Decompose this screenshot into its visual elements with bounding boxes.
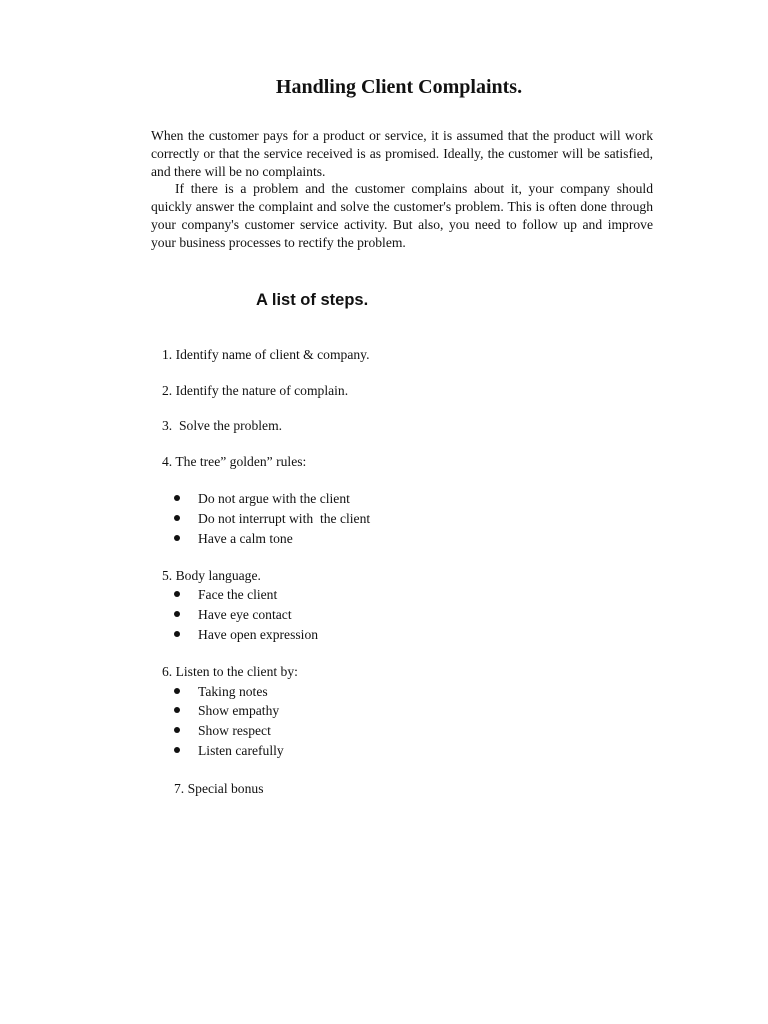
step-2: 2. Identify the nature of complain. — [162, 383, 349, 398]
step-5-label: 5. Body language. — [162, 568, 261, 583]
bullet-dot-icon — [174, 747, 180, 753]
intro-text — [151, 127, 653, 252]
intro-paragraph-2: If there is a problem and the customer complains about it, your company should quickly answer the complaint and solve the customer's problem. This is often done through your company's customer service activity. But also, you need to follow up and improve your business processes to rectify the problem. — [151, 181, 653, 250]
step-6-label: 6. Listen to the client by: — [162, 664, 298, 679]
step-7: 7. Special bonus — [174, 781, 264, 796]
intro-paragraph-1: When the customer pays for a product or service, it is assumed that the product will work correctly or that the service received is as promised. Ideally, the customer will be satisfied, and there will be no complaints. — [151, 128, 653, 179]
bullet-dot-icon — [174, 688, 180, 694]
step-4-label: 4. The tree” golden” rules: — [162, 454, 307, 469]
bullet-dot-icon — [174, 515, 180, 521]
step-4-bullet: Have a calm tone — [198, 531, 293, 546]
document-title: Handling Client Complaints. — [275, 76, 523, 98]
bullet-dot-icon — [174, 727, 180, 733]
bullet-dot-icon — [174, 591, 180, 597]
bullet-dot-icon — [174, 495, 180, 501]
step-3: 3. Solve the problem. — [162, 418, 283, 433]
bullet-dot-icon — [174, 611, 180, 617]
step-5-bullet: Face the client — [198, 587, 278, 602]
step-6-bullet: Listen carefully — [198, 743, 284, 758]
step-4-bullet: Do not interrupt with the client — [198, 511, 371, 526]
step-6-bullet: Taking notes — [198, 684, 268, 699]
bullet-dot-icon — [174, 707, 180, 713]
step-5-bullet: Have open expression — [198, 627, 319, 642]
step-6-bullet: Show empathy — [198, 703, 280, 718]
bullet-dot-icon — [174, 535, 180, 541]
step-5-bullet: Have eye contact — [198, 607, 292, 622]
bullet-dot-icon — [174, 631, 180, 637]
step-6-bullet: Show respect — [198, 723, 271, 738]
step-1: 1. Identify name of client & company. — [162, 347, 370, 362]
step-4-bullet: Do not argue with the client — [198, 491, 350, 506]
steps-heading: A list of steps. — [256, 291, 369, 309]
